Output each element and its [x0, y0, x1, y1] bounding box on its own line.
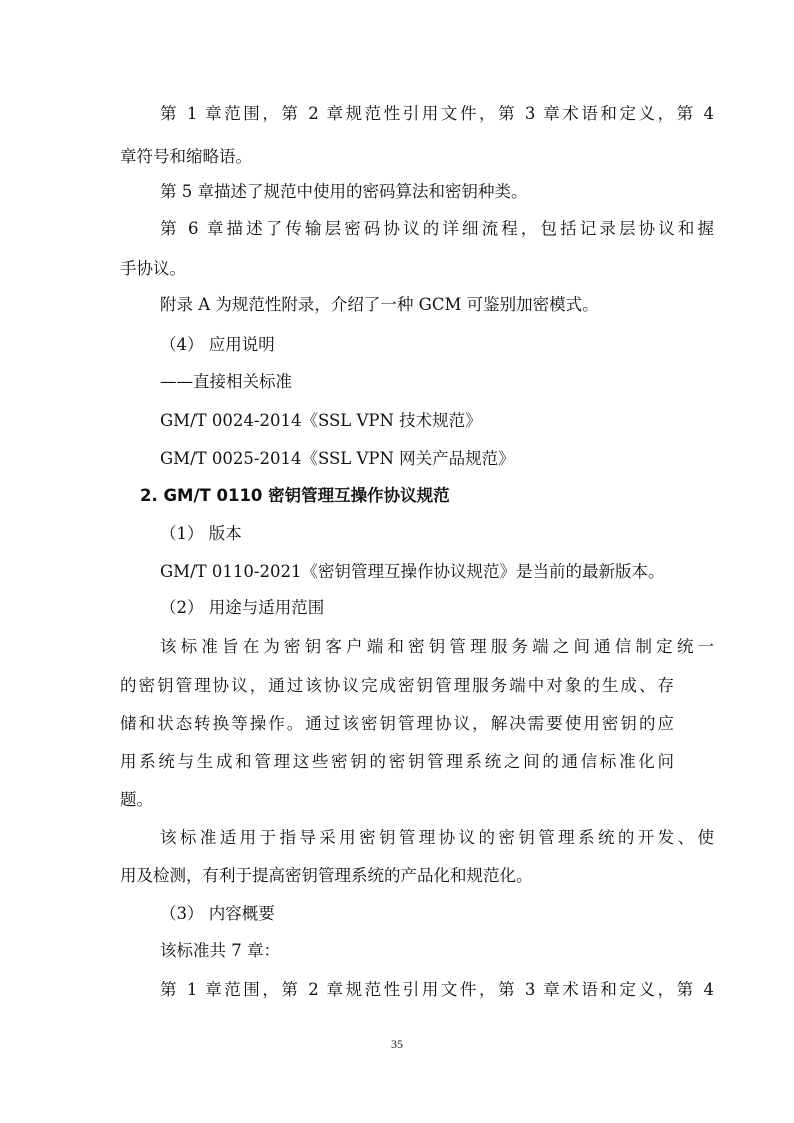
subheading: （2） 用途与适用范围: [160, 598, 325, 617]
standard-reference: GM/T 0024-2014《SSL VPN 技术规范》: [160, 411, 482, 430]
standard-reference: GM/T 0025-2014《SSL VPN 网关产品规范》: [160, 449, 515, 468]
paragraph-line: 该标准共 7 章：: [160, 941, 280, 960]
subheading: （3） 内容概要: [160, 904, 275, 923]
subheading: （1） 版本: [160, 524, 242, 543]
paragraph-line: 该标准适用于指导采用密钥管理协议的密钥管理系统的开发、使: [160, 828, 714, 847]
paragraph-line: 第 6 章描述了传输层密码协议的详细流程，包括记录层协议和握: [160, 219, 714, 238]
paragraph-line: 储和状态转换等操作。通过该密钥管理协议，解决需要使用密钥的应: [120, 714, 674, 733]
paragraph-line: 附录 A 为规范性附录，介绍了一种 GCM 可鉴别加密模式。: [160, 295, 599, 314]
subheading: （4） 应用说明: [160, 335, 275, 354]
paragraph-line: 用系统与生成和管理这些密钥的密钥管理系统之间的通信标准化问: [120, 752, 674, 771]
paragraph-line: 题。: [120, 790, 153, 809]
paragraph-line: 的密钥管理协议，通过该协议完成密钥管理服务端中对象的生成、存: [120, 676, 674, 695]
page-number: 35: [391, 1037, 403, 1051]
paragraph-line: 该标准旨在为密钥客户端和密钥管理服务端之间通信制定统一: [160, 637, 714, 656]
paragraph-line: 第 1 章范围，第 2 章规范性引用文件，第 3 章术语和定义，第 4: [160, 104, 714, 123]
paragraph-line: 用及检测，有利于提高密钥管理系统的产品化和规范化。: [120, 866, 533, 885]
paragraph-line: 章符号和缩略语。: [120, 147, 252, 166]
paragraph-line: 手协议。: [120, 259, 186, 278]
paragraph-line: GM/T 0110-2021《密钥管理互操作协议规范》是当前的最新版本。: [160, 562, 665, 581]
paragraph-line: ——直接相关标准: [160, 372, 292, 391]
paragraph-line: 第 5 章描述了规范中使用的密码算法和密钥种类。: [160, 182, 528, 201]
paragraph-line: 第 1 章范围，第 2 章规范性引用文件，第 3 章术语和定义，第 4: [160, 980, 714, 999]
section-heading: 2. GM/T 0110 密钥管理互操作协议规范: [140, 486, 450, 505]
